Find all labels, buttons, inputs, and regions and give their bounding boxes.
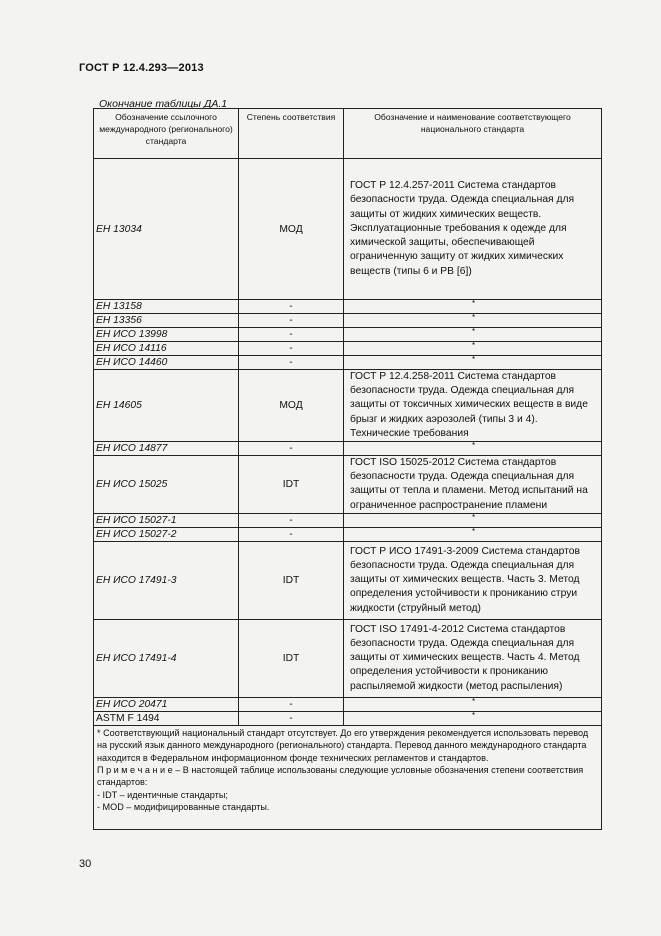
conformity-degree: - bbox=[239, 356, 344, 370]
table-row bbox=[94, 527, 602, 541]
table-row bbox=[94, 314, 602, 328]
reference-standard: ЕН ИСО 15027-1 bbox=[94, 513, 239, 527]
table-row bbox=[94, 711, 602, 725]
table-row bbox=[94, 328, 602, 342]
standards-table bbox=[93, 108, 602, 830]
conformity-degree: IDT bbox=[239, 456, 344, 514]
table-row bbox=[94, 342, 602, 356]
table-row bbox=[94, 513, 602, 527]
national-standard: ГОСТ Р 12.4.257-2011 Система стандартов безопасности труда. Одежда специальная для защиты от жидких химических веществ. Эксплуатационные требования к одежде для химической защиты, обеспечивающей ограниченную защиту от жидких химических веществ (типы 6 и PB [6]) bbox=[344, 159, 602, 300]
conformity-degree: - bbox=[239, 697, 344, 711]
table-row bbox=[94, 541, 602, 619]
conformity-degree: - bbox=[239, 328, 344, 342]
table-row bbox=[94, 356, 602, 370]
footnote-asterisk: * Соответствующий национальный стандарт отсутствует. До его утверждения рекомендуется использовать перевод на русский язык данного международного (регионального) стандарта. Перевод данного международного стандарта находится в Федеральном информационном фонде технических регламентов и стандартов. bbox=[97, 727, 589, 763]
footnote-mod: - MOD – модифицированные стандарты. bbox=[97, 802, 270, 813]
national-standard: * bbox=[344, 711, 602, 725]
reference-standard: ЕН ИСО 14116 bbox=[94, 342, 239, 356]
reference-standard: ЕН ИСО 15027-2 bbox=[94, 527, 239, 541]
table-row bbox=[94, 456, 602, 514]
conformity-degree: - bbox=[239, 442, 344, 456]
reference-standard: ЕН 14605 bbox=[94, 370, 239, 442]
conformity-degree: МОД bbox=[239, 370, 344, 442]
column-header-national: Обозначение и наименование соответствующего национального стандарта bbox=[344, 109, 602, 159]
conformity-degree: - bbox=[239, 314, 344, 328]
reference-standard: ASTM F 1494 bbox=[94, 711, 239, 725]
reference-standard: ЕН 13034 bbox=[94, 159, 239, 300]
conformity-degree: - bbox=[239, 300, 344, 314]
conformity-degree: - bbox=[239, 342, 344, 356]
national-standard: ГОСТ ISO 15025-2012 Система стандартов безопасности труда. Одежда специальная для защиты от тепла и пламени. Метод испытаний на ограниченное распространение пламени bbox=[344, 456, 602, 514]
table-header-row bbox=[94, 109, 602, 159]
national-standard: * bbox=[344, 328, 602, 342]
national-standard: ГОСТ Р ИСО 17491-3-2009 Система стандартов безопасности труда. Одежда специальная для защиты от химических веществ. Часть 3. Метод определения устойчивости к прониканию струи жидкости (струйный метод) bbox=[344, 541, 602, 619]
reference-standard: ЕН ИСО 13998 bbox=[94, 328, 239, 342]
reference-standard: ЕН ИСО 14877 bbox=[94, 442, 239, 456]
table-row bbox=[94, 300, 602, 314]
national-standard: * bbox=[344, 342, 602, 356]
national-standard: * bbox=[344, 527, 602, 541]
national-standard: * bbox=[344, 300, 602, 314]
document-header: ГОСТ Р 12.4.293—2013 bbox=[79, 62, 204, 74]
table-row bbox=[94, 442, 602, 456]
reference-standard: ЕН 13356 bbox=[94, 314, 239, 328]
national-standard: ГОСТ Р 12.4.258-2011 Система стандартов безопасности труда. Одежда специальная для защиты от токсичных химических веществ в виде брызг и жидких аэрозолей (типы 3 и 4). Технические требования bbox=[344, 370, 602, 442]
conformity-degree: IDT bbox=[239, 541, 344, 619]
reference-standard: ЕН ИСО 14460 bbox=[94, 356, 239, 370]
column-header-reference: Обозначение ссылочного международного (регионального) стандарта bbox=[94, 109, 239, 159]
national-standard: ГОСТ ISO 17491-4-2012 Система стандартов безопасности труда. Одежда специальная для защиты от химических веществ. Часть 4. Метод определения устойчивости к прониканию распыляемой жидкости (метод распыления) bbox=[344, 619, 602, 697]
conformity-degree: IDT bbox=[239, 619, 344, 697]
reference-standard: ЕН ИСО 15025 bbox=[94, 456, 239, 514]
national-standard: * bbox=[344, 314, 602, 328]
column-header-degree: Степень соответствия bbox=[239, 109, 344, 159]
table-row bbox=[94, 619, 602, 697]
reference-standard: ЕН ИСО 17491-3 bbox=[94, 541, 239, 619]
conformity-degree: - bbox=[239, 513, 344, 527]
footnote-row bbox=[94, 725, 602, 829]
national-standard: * bbox=[344, 697, 602, 711]
table-caption: Окончание таблицы ДА.1 bbox=[99, 98, 228, 110]
conformity-degree: - bbox=[239, 527, 344, 541]
footnote-idt: - IDT – идентичные стандарты; bbox=[97, 789, 228, 800]
table-footnote bbox=[94, 725, 602, 829]
table-row bbox=[94, 697, 602, 711]
table-row bbox=[94, 370, 602, 442]
conformity-degree: МОД bbox=[239, 159, 344, 300]
reference-standard: ЕН 13158 bbox=[94, 300, 239, 314]
reference-standard: ЕН ИСО 20471 bbox=[94, 697, 239, 711]
reference-standard: ЕН ИСО 17491-4 bbox=[94, 619, 239, 697]
national-standard: * bbox=[344, 356, 602, 370]
footnote-note: П р и м е ч а н и е – В настоящей таблице использованы следующие условные обозначения степени соответствия стандартов: bbox=[97, 765, 584, 788]
conformity-degree: - bbox=[239, 711, 344, 725]
table-row bbox=[94, 159, 602, 300]
national-standard: * bbox=[344, 442, 602, 456]
national-standard: * bbox=[344, 513, 602, 527]
page-number: 30 bbox=[79, 858, 92, 870]
